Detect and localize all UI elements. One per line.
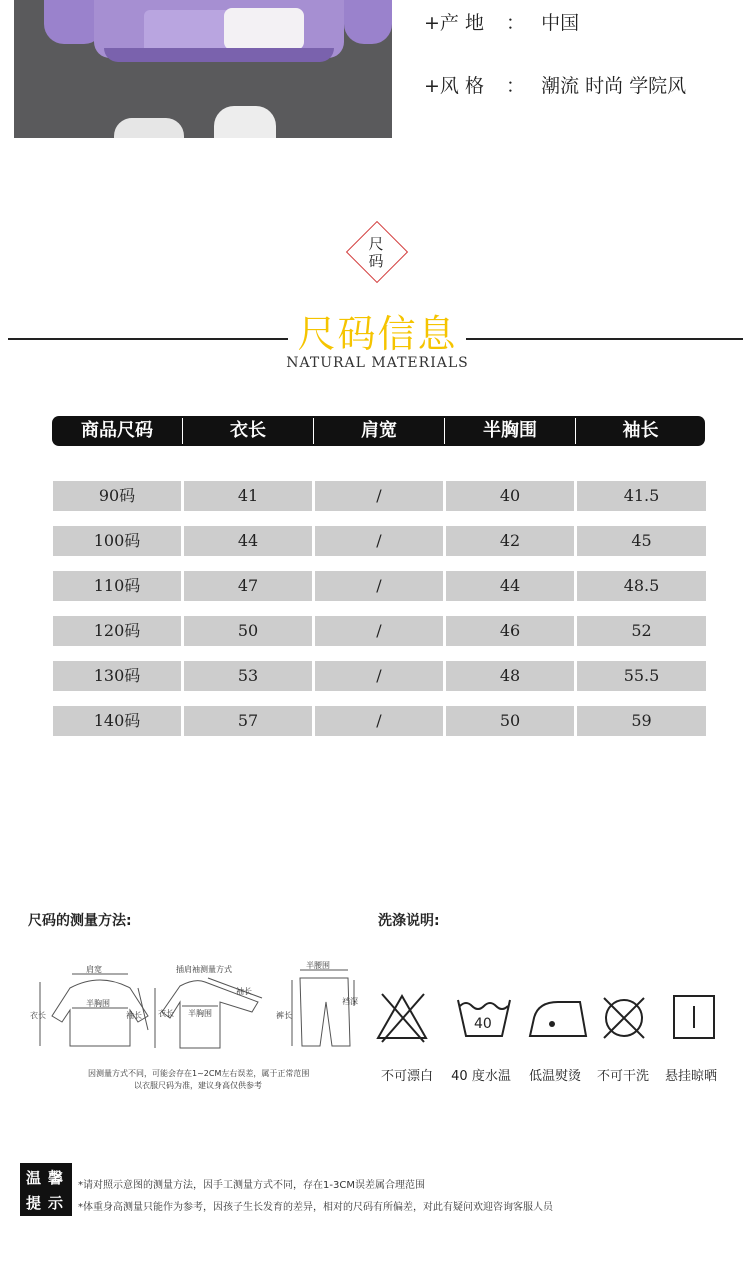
cell-sleeve: 59 [577, 706, 706, 736]
cell-chest: 48 [446, 661, 574, 691]
cell-chest: 42 [446, 526, 574, 556]
header-chest: 半胸围 [483, 420, 537, 441]
label-hang-dry: 悬挂晾晒 [664, 1069, 717, 1084]
cell-sleeve: 52 [577, 616, 706, 646]
divider-left [8, 338, 288, 340]
wash-title: 洗涤说明: [378, 913, 440, 929]
cell-chest: 44 [446, 571, 574, 601]
table-row [53, 661, 706, 691]
cell-size: 130码 [53, 661, 181, 691]
tips-badge: 温 馨 提 示 [20, 1163, 72, 1216]
table-row [53, 571, 706, 601]
product-photo [14, 0, 392, 138]
tip-line-2: *体重身高测量只能作为参考，因孩子生长发育的差异，相对的尺码有所偏差，对此有疑问欢迎咨询客服人员 [78, 1202, 553, 1213]
cell-shoulder: / [315, 571, 443, 601]
cell-sleeve: 41.5 [577, 481, 706, 511]
table-row [53, 706, 706, 736]
label-sleeve: 袖长 [126, 1011, 142, 1020]
divider-right [466, 338, 743, 340]
label-no-dryclean: 不可干洗 [596, 1069, 649, 1084]
header-sleeve: 袖长 [622, 420, 659, 441]
cell-shoulder: / [315, 616, 443, 646]
measure-note-2: 以衣服尺码为准，建议身高仅供参考 [134, 1081, 262, 1090]
no-dryclean-icon [604, 998, 644, 1038]
wash-icons [374, 990, 724, 1046]
cell-length: 57 [184, 706, 312, 736]
cell-sleeve: 55.5 [577, 661, 706, 691]
label-rise: 裆深 [342, 997, 358, 1006]
cell-shoulder: / [315, 661, 443, 691]
size-table-header [52, 416, 705, 446]
section-badge-text: 尺 码 [368, 235, 384, 270]
pants-shape [300, 978, 350, 1046]
label-wash-40: 40 度水温 [451, 1069, 511, 1084]
no-bleach-icon [378, 994, 426, 1042]
cell-chest: 40 [446, 481, 574, 511]
label-raglan-chest: 半胸围 [188, 1009, 212, 1018]
header-size: 商品尺码 [81, 420, 153, 441]
label-waist: 半腰围 [306, 961, 330, 970]
cell-length: 53 [184, 661, 312, 691]
attribute-origin: +产 地 ： 中国 [424, 12, 580, 34]
wash-number: 40 [474, 1016, 492, 1032]
table-row [53, 526, 706, 556]
cell-length: 41 [184, 481, 312, 511]
table-row [53, 616, 706, 646]
cell-sleeve: 48.5 [577, 571, 706, 601]
cell-length: 47 [184, 571, 312, 601]
header-length: 衣长 [230, 420, 266, 441]
label-no-bleach: 不可漂白 [380, 1069, 433, 1084]
attribute-style: +风 格 ： 潮流 时尚 学院风 [424, 75, 687, 97]
cell-size: 90码 [53, 481, 181, 511]
cell-shoulder: / [315, 481, 443, 511]
table-row [53, 481, 706, 511]
cell-size: 120码 [53, 616, 181, 646]
tip-line-1: *请对照示意图的测量方法，因手工测量方式不同，存在1-3CM误差属合理范围 [78, 1180, 425, 1191]
measure-diagram [30, 958, 360, 1068]
cell-sleeve: 45 [577, 526, 706, 556]
cell-shoulder: / [315, 706, 443, 736]
cell-shoulder: / [315, 526, 443, 556]
cell-chest: 50 [446, 706, 574, 736]
label-chest: 半胸围 [86, 999, 110, 1008]
label-raglan-title: 插肩袖测量方式 [176, 965, 232, 974]
cell-length: 44 [184, 526, 312, 556]
low-iron-icon [530, 1002, 586, 1036]
cell-chest: 46 [446, 616, 574, 646]
label-length: 衣长 [30, 1011, 46, 1020]
measure-title: 尺码的测量方法: [28, 913, 132, 929]
cell-length: 50 [184, 616, 312, 646]
cell-size: 110码 [53, 571, 181, 601]
section-subtitle: NATURAL MATERIALS [286, 355, 469, 371]
label-shoulder: 肩宽 [86, 965, 102, 974]
label-low-iron: 低温熨烫 [528, 1069, 581, 1084]
cell-size: 140码 [53, 706, 181, 736]
cell-size: 100码 [53, 526, 181, 556]
header-shoulder: 肩宽 [361, 420, 397, 441]
label-raglan-sleeve: 袖长 [236, 987, 252, 996]
measure-note-1: 因测量方式不同，可能会存在1~2CM左右误差，属于正常范围 [88, 1069, 310, 1078]
label-raglan-length: 衣长 [158, 1009, 174, 1018]
label-pants-length: 裤长 [276, 1011, 292, 1020]
hang-dry-icon [674, 996, 714, 1038]
section-title: 尺码信息 [297, 312, 458, 356]
